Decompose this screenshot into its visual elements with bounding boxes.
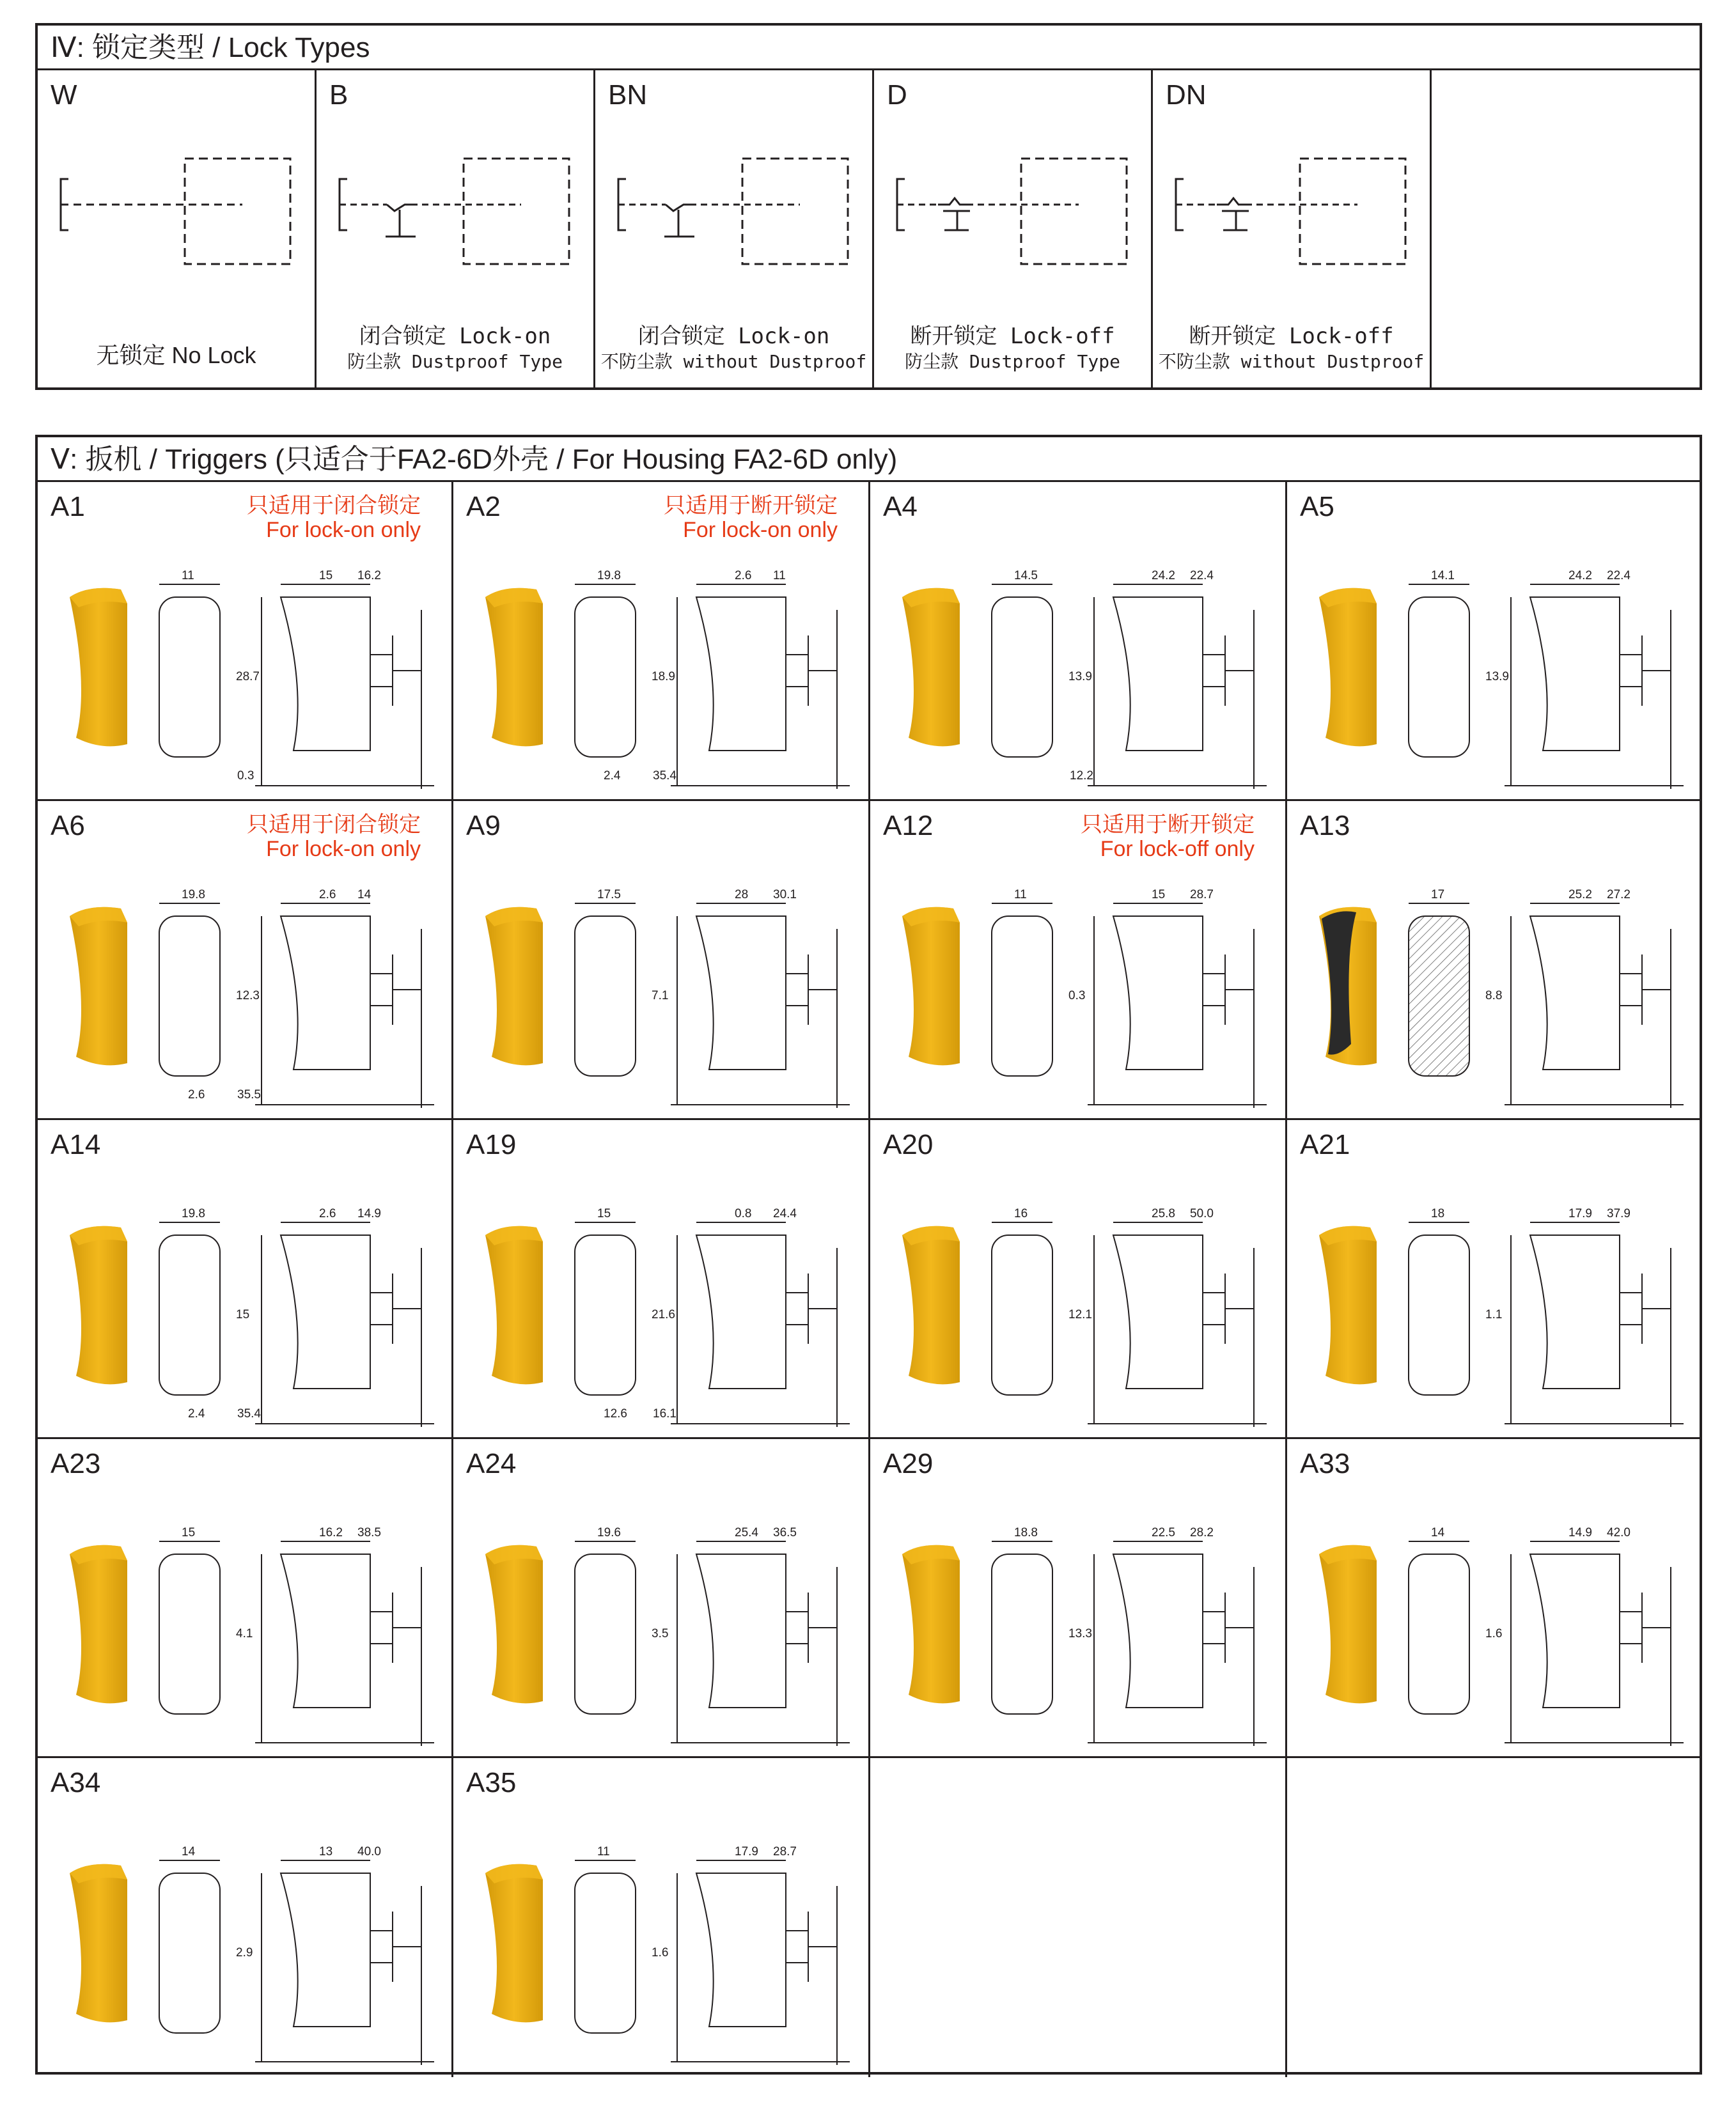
trigger-code: A1 [51, 491, 85, 522]
trigger-dimension: 2.4 [188, 1407, 205, 1421]
trigger-3d-view [70, 1545, 127, 1704]
trigger-drawing [1300, 1516, 1690, 1752]
trigger-dimension: 17.9 [735, 1845, 758, 1858]
trigger-note-cn: 只适用于断开锁定 [1081, 813, 1255, 837]
trigger-3d-view [485, 907, 543, 1066]
trigger-dimension: 14 [182, 1845, 196, 1858]
trigger-a29 [870, 1439, 1287, 1758]
trigger-dimension: 15 [1152, 888, 1166, 901]
trigger-code: A23 [51, 1448, 101, 1479]
trigger-dimension: 22.5 [1152, 1526, 1175, 1539]
trigger-dimension: 19.6 [597, 1526, 621, 1539]
trigger-code: A12 [883, 810, 934, 841]
lock-type-d [874, 70, 1153, 387]
trigger-code: A14 [51, 1129, 101, 1160]
trigger-side-view [159, 1541, 434, 1746]
trigger-front-view [159, 1235, 220, 1395]
trigger-usage-note [1081, 813, 1255, 861]
trigger-front-view [992, 597, 1052, 757]
trigger-dimension: 18 [1431, 1207, 1445, 1220]
trigger-side-view [575, 584, 850, 789]
trigger-3d-view [902, 907, 960, 1066]
trigger-drawing [1300, 1197, 1690, 1433]
trigger-code: A20 [883, 1129, 934, 1160]
triggers-section [35, 435, 1702, 2075]
trigger-note-en: For lock-off only [1100, 837, 1255, 861]
trigger-side-view [159, 584, 434, 789]
trigger-3d-view [902, 1226, 960, 1385]
lock-type-subcaption: 防尘款 Dustproof Type [905, 351, 1120, 372]
trigger-dimension: 1.6 [1485, 1627, 1503, 1640]
trigger-dimension: 38.5 [357, 1526, 381, 1539]
trigger-code: A21 [1300, 1129, 1350, 1160]
trigger-dimension: 40.0 [357, 1845, 381, 1858]
trigger-dimension: 11 [597, 1845, 610, 1858]
trigger-code: A2 [466, 491, 501, 522]
trigger-dimension: 17.9 [1568, 1207, 1592, 1220]
trigger-dimension: 13 [319, 1845, 333, 1858]
trigger-a13 [1287, 801, 1700, 1120]
trigger-drawing [51, 559, 441, 795]
trigger-dimension: 16.1 [653, 1407, 676, 1421]
trigger-dimension: 14.5 [1014, 569, 1038, 582]
trigger-a6 [38, 801, 453, 1120]
trigger-side-view [992, 1222, 1267, 1427]
trigger-dimension: 28.7 [1190, 888, 1214, 901]
trigger-dimension: 16.2 [319, 1526, 343, 1539]
lock-type-caption: 无锁定 No Lock [96, 342, 256, 368]
trigger-3d-view [1319, 907, 1377, 1066]
trigger-dimension: 2.9 [236, 1946, 253, 1959]
trigger-side-view [1409, 584, 1684, 789]
trigger-dimension: 18.8 [1014, 1526, 1038, 1539]
trigger-cell-empty [870, 1758, 1287, 2077]
lock-type-code: W [51, 79, 77, 111]
lock-type-caption: 断开锁定 Lock-off [1189, 323, 1394, 349]
trigger-dimension: 35.4 [237, 1407, 261, 1421]
trigger-code: A6 [51, 810, 85, 841]
trigger-dimension: 14.1 [1431, 569, 1455, 582]
trigger-drawing [51, 1516, 441, 1752]
trigger-dimension: 17 [1431, 888, 1445, 901]
trigger-a33 [1287, 1439, 1700, 1758]
trigger-dimension: 13.9 [1068, 670, 1092, 683]
trigger-3d-view [70, 588, 127, 747]
trigger-front-view [575, 1235, 636, 1395]
trigger-code: A13 [1300, 810, 1350, 841]
trigger-dimension: 14 [1431, 1526, 1445, 1539]
trigger-front-view [159, 916, 220, 1076]
trigger-drawing [883, 1197, 1273, 1433]
trigger-dimension: 7.1 [652, 989, 669, 1002]
lock-schematic [893, 147, 1136, 275]
trigger-dimension: 15 [597, 1207, 611, 1220]
trigger-front-view [1409, 1554, 1469, 1714]
trigger-drawing [883, 1516, 1273, 1752]
trigger-drawing [51, 878, 441, 1114]
trigger-front-view [159, 1554, 220, 1714]
trigger-3d-view [1319, 1226, 1377, 1385]
trigger-drawing [883, 878, 1273, 1114]
trigger-a12 [870, 801, 1287, 1120]
trigger-3d-view [902, 588, 960, 747]
trigger-dimension: 28 [735, 888, 749, 901]
trigger-front-view [992, 1554, 1052, 1714]
trigger-code: A24 [466, 1448, 517, 1479]
trigger-dimension: 25.2 [1568, 888, 1592, 901]
trigger-code: A33 [1300, 1448, 1350, 1479]
lock-type-subcaption: 防尘款 Dustproof Type [347, 351, 563, 372]
trigger-a19 [453, 1120, 870, 1439]
lock-type-subcaption: 不防尘款 without Dustproof [1158, 351, 1425, 372]
trigger-drawing [51, 1835, 441, 2071]
trigger-dimension: 18.9 [652, 670, 675, 683]
trigger-dimension: 17.5 [597, 888, 621, 901]
trigger-usage-note [664, 494, 838, 542]
lock-type-caption: 闭合锁定 Lock-on [359, 323, 551, 349]
trigger-side-view [159, 1222, 434, 1427]
trigger-3d-view [485, 1545, 543, 1704]
trigger-dimension: 14.9 [1568, 1526, 1592, 1539]
trigger-dimension: 21.6 [652, 1308, 675, 1321]
trigger-dimension: 28.7 [773, 1845, 797, 1858]
lock-types-section [35, 23, 1702, 390]
trigger-drawing [1300, 878, 1690, 1114]
trigger-side-view [575, 1222, 850, 1427]
trigger-side-view [992, 903, 1267, 1108]
trigger-note-en: For lock-on only [266, 518, 421, 542]
trigger-dimension: 22.4 [1607, 569, 1630, 582]
trigger-dimension: 24.2 [1152, 569, 1175, 582]
trigger-drawing [51, 1197, 441, 1433]
trigger-dimension: 28.7 [236, 670, 260, 683]
trigger-drawing [466, 559, 856, 795]
trigger-code: A35 [466, 1767, 517, 1798]
trigger-dimension: 2.6 [735, 569, 752, 582]
trigger-note-en: For lock-on only [266, 837, 421, 861]
trigger-front-view [575, 1873, 636, 2033]
trigger-dimension: 11 [1014, 888, 1027, 901]
trigger-code: A9 [466, 810, 501, 841]
trigger-front-view [159, 597, 220, 757]
trigger-a2 [453, 482, 870, 801]
trigger-a5 [1287, 482, 1700, 801]
trigger-dimension: 13.3 [1068, 1627, 1092, 1640]
trigger-dimension: 19.8 [182, 1207, 205, 1220]
trigger-dimension: 42.0 [1607, 1526, 1630, 1539]
trigger-dimension: 3.5 [652, 1627, 669, 1640]
lock-types-row [38, 70, 1700, 387]
trigger-dimension: 27.2 [1607, 888, 1630, 901]
trigger-3d-view [485, 1226, 543, 1385]
trigger-side-view [159, 903, 434, 1108]
trigger-code: A29 [883, 1448, 934, 1479]
trigger-front-view [575, 916, 636, 1076]
trigger-dimension: 15 [182, 1526, 196, 1539]
trigger-front-view [1409, 1235, 1469, 1395]
trigger-dimension: 8.8 [1485, 989, 1503, 1002]
lock-type-code: B [329, 79, 348, 111]
trigger-dimension: 25.4 [735, 1526, 758, 1539]
trigger-side-view [1409, 1222, 1684, 1427]
trigger-a9 [453, 801, 870, 1120]
trigger-3d-view [902, 1545, 960, 1704]
trigger-note-cn: 只适用于闭合锁定 [247, 494, 421, 518]
trigger-3d-view [1319, 588, 1377, 747]
trigger-dimension: 2.6 [188, 1088, 205, 1102]
trigger-front-view [992, 1235, 1052, 1395]
trigger-drawing [466, 1197, 856, 1433]
trigger-dimension: 30.1 [773, 888, 797, 901]
lock-types-title: Ⅳ: 锁定类型 / Lock Types [38, 26, 1700, 70]
trigger-code: A34 [51, 1767, 101, 1798]
trigger-side-view [1409, 1541, 1684, 1746]
trigger-a35 [453, 1758, 870, 2077]
lock-type-caption: 闭合锁定 Lock-on [637, 323, 830, 349]
trigger-dimension: 35.5 [237, 1088, 261, 1102]
trigger-dimension: 0.8 [735, 1207, 752, 1220]
trigger-dimension: 12.6 [604, 1407, 627, 1421]
trigger-3d-view [70, 1864, 127, 2023]
lock-type-empty [1432, 70, 1700, 387]
trigger-dimension: 16 [1014, 1207, 1028, 1220]
trigger-cell-empty [1287, 1758, 1700, 2077]
trigger-dimension: 28.2 [1190, 1526, 1214, 1539]
trigger-note-en: For lock-on only [683, 518, 838, 542]
lock-schematic [57, 147, 300, 275]
lock-type-code: DN [1166, 79, 1207, 111]
trigger-a34 [38, 1758, 453, 2077]
trigger-dimension: 13.9 [1485, 670, 1509, 683]
lock-schematic [614, 147, 857, 275]
trigger-dimension: 22.4 [1190, 569, 1214, 582]
lock-type-caption: 断开锁定 Lock-off [910, 323, 1115, 349]
trigger-dimension: 50.0 [1190, 1207, 1214, 1220]
trigger-3d-view [1319, 1545, 1377, 1704]
triggers-title: Ⅴ: 扳机 / Triggers (只适合于FA2-6D外壳 / For Housing FA2-6D only) [38, 437, 1700, 482]
trigger-code: A4 [883, 491, 918, 522]
trigger-drawing [466, 878, 856, 1114]
trigger-dimension: 24.4 [773, 1207, 797, 1220]
lock-type-b [317, 70, 595, 387]
lock-type-bn [595, 70, 874, 387]
trigger-code: A5 [1300, 491, 1334, 522]
lock-schematic [336, 147, 579, 275]
triggers-grid [38, 482, 1700, 2072]
trigger-a4 [870, 482, 1287, 801]
trigger-dimension: 12.3 [236, 989, 260, 1002]
trigger-dimension: 14 [357, 888, 371, 901]
trigger-a20 [870, 1120, 1287, 1439]
trigger-front-view [992, 916, 1052, 1076]
trigger-drawing [466, 1516, 856, 1752]
trigger-dimension: 15 [319, 569, 333, 582]
trigger-dimension: 2.6 [319, 888, 336, 901]
trigger-front-view [575, 597, 636, 757]
trigger-usage-note [247, 813, 421, 861]
trigger-3d-view [70, 1226, 127, 1385]
trigger-dimension: 0.3 [237, 769, 254, 783]
trigger-dimension: 1.1 [1485, 1308, 1503, 1321]
trigger-dimension: 12.1 [1068, 1308, 1092, 1321]
trigger-dimension: 0.3 [1068, 989, 1086, 1002]
trigger-dimension: 25.8 [1152, 1207, 1175, 1220]
trigger-front-view [159, 1873, 220, 2033]
trigger-dimension: 37.9 [1607, 1207, 1630, 1220]
trigger-a24 [453, 1439, 870, 1758]
trigger-dimension: 36.5 [773, 1526, 797, 1539]
trigger-a1 [38, 482, 453, 801]
trigger-dimension: 4.1 [236, 1627, 253, 1640]
trigger-dimension: 14.9 [357, 1207, 381, 1220]
trigger-dimension: 12.2 [1070, 769, 1093, 783]
lock-type-subcaption: 不防尘款 without Dustproof [600, 351, 867, 372]
trigger-side-view [159, 1860, 434, 2065]
trigger-side-view [992, 1541, 1267, 1746]
trigger-dimension: 35.4 [653, 769, 676, 783]
trigger-a14 [38, 1120, 453, 1439]
trigger-drawing [1300, 559, 1690, 795]
lock-type-dn [1153, 70, 1432, 387]
trigger-dimension: 15 [236, 1308, 250, 1321]
trigger-usage-note [247, 494, 421, 542]
trigger-drawing [466, 1835, 856, 2071]
trigger-dimension: 24.2 [1568, 569, 1592, 582]
trigger-dimension: 2.6 [319, 1207, 336, 1220]
trigger-dimension: 1.6 [652, 1946, 669, 1959]
trigger-dimension: 19.8 [182, 888, 205, 901]
trigger-dimension: 16.2 [357, 569, 381, 582]
lock-schematic [1172, 147, 1415, 275]
trigger-front-view [1409, 597, 1469, 757]
trigger-dimension: 19.8 [597, 569, 621, 582]
trigger-a21 [1287, 1120, 1700, 1439]
trigger-dimension: 11 [182, 569, 194, 582]
trigger-dimension: 11 [773, 569, 786, 582]
trigger-side-view [992, 584, 1267, 789]
trigger-drawing [883, 559, 1273, 795]
trigger-3d-view [485, 1864, 543, 2023]
lock-type-code: D [887, 79, 907, 111]
trigger-dimension: 2.4 [604, 769, 621, 783]
trigger-3d-view [485, 588, 543, 747]
trigger-note-cn: 只适用于断开锁定 [664, 494, 838, 518]
trigger-a23 [38, 1439, 453, 1758]
trigger-front-view [575, 1554, 636, 1714]
trigger-side-view [575, 903, 850, 1108]
trigger-side-view [575, 1860, 850, 2065]
trigger-front-view [1409, 916, 1469, 1076]
trigger-code: A19 [466, 1129, 517, 1160]
trigger-side-view [575, 1541, 850, 1746]
lock-type-code: BN [608, 79, 648, 111]
lock-type-w [38, 70, 317, 387]
trigger-note-cn: 只适用于闭合锁定 [247, 813, 421, 837]
trigger-3d-view [70, 907, 127, 1066]
